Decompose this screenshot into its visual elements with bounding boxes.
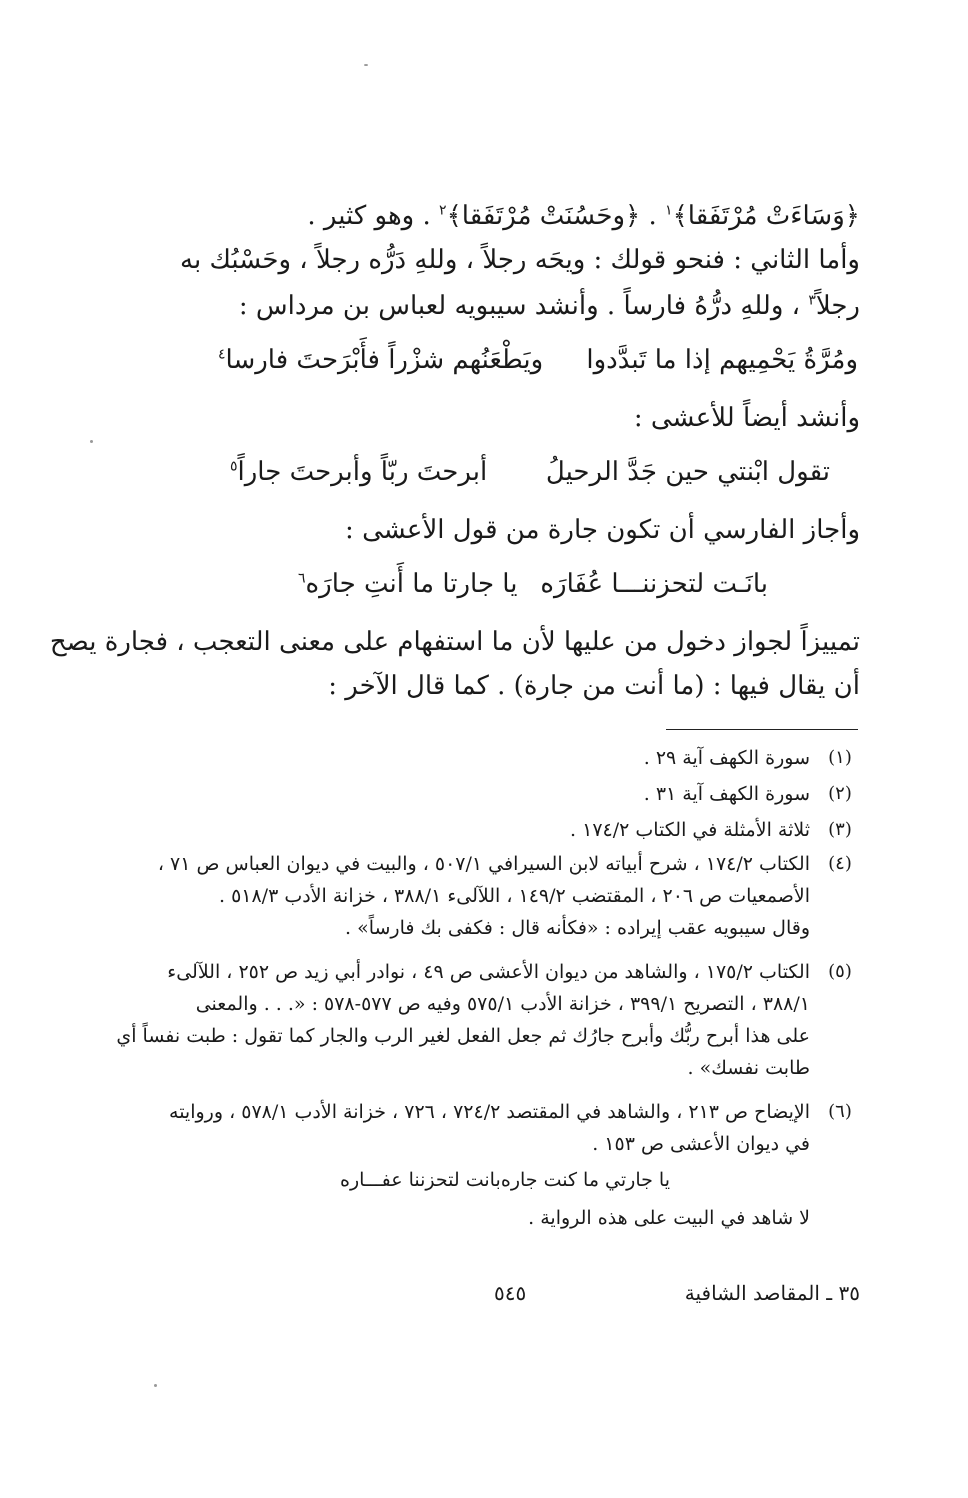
main-text-line-3: [180, 286, 860, 326]
footnote-text: [116, 956, 810, 1084]
verse-1-first-hemistich: ومُرَّةُ يَحْمِيهم إذا ما تَبدَّدوا: [586, 345, 858, 375]
page-number: ٥٤٥: [494, 1281, 527, 1305]
footnote-mark-4: ٤: [218, 346, 226, 363]
footnote-number: (٢): [828, 783, 852, 804]
verse-2-second-hemistich: [230, 452, 487, 492]
footnote-line: ثلاثة الأمثلة في الكتاب ١٧٤/٢ .: [570, 819, 810, 841]
footnote-mark-5: ٥: [230, 458, 238, 475]
footnote-number: (١): [828, 747, 852, 768]
main-text-line-4: وأنشد أيضاً للأعشى :: [633, 403, 860, 433]
footnote-text: [186, 814, 810, 846]
main-text-line-1: [180, 196, 860, 236]
verse-1: [218, 340, 858, 380]
footnote-number: (٤): [828, 853, 852, 874]
verse-3-first-hemistich: بانَـت لتحزننـــا عُفَارَه: [540, 569, 768, 599]
scan-speck: [154, 1384, 157, 1387]
footnote-line: في ديوان الأعشى ص ١٥٣ .: [592, 1133, 810, 1155]
line3-start: رجلاً: [815, 291, 860, 321]
line3-rest: ، وللهِ درُّهُ فارساً . وأنشد سيبويه لعباس بن مرداس :: [238, 291, 801, 321]
footnote-line: وقال سيبويه عقب إيراده : «فكأنه قال : فكفى بك فارساً» .: [345, 917, 810, 939]
quran-phrase-2: ﴿وحَسُنَتْ مُرْتَفَقا﴾: [446, 201, 641, 231]
separator: .: [640, 201, 657, 231]
footnote-text: [186, 742, 810, 774]
footnote-4: [157, 848, 858, 944]
footnote-6: [169, 1096, 858, 1160]
footnote-verse-second: بانت لتحزننا عفـــاره: [340, 1169, 501, 1191]
scan-speck: [90, 440, 93, 443]
verse-2-second-text: أبرحتَ ربّاً وأبرحتَ جاراً: [237, 457, 488, 487]
footnote-line: الكتاب ١٧٤/٢ ، شرح أبياته لابن السيرافي ٥٠٧/١ ، والبيت في ديوان العباس ص ٧١ ،: [157, 853, 810, 875]
footnote-number: (٣): [828, 819, 852, 840]
footnote-5: [116, 956, 858, 1084]
footnote-line: سورة الكهف آية ٢٩ .: [643, 747, 810, 769]
footnote-text: [169, 1096, 810, 1160]
footnote-line: على هذا أبرح ربُّك وأبرح جارُك ثم جعل الفعل لغير الرب والجار كما تقول : طبت نفساً أي: [116, 1025, 810, 1047]
footnote-number: (٥): [828, 961, 852, 982]
main-text-line-7: أن يقال فيها : (ما أنت من جارة) . كما قال الآخر :: [328, 671, 860, 701]
main-text-line-2: وأما الثاني : فنحو قولك : ويحَه رجلاً ، وللهِ دَرُّه رجلاً ، وحَسْبُك به: [180, 245, 860, 275]
footnote-number: (٦): [828, 1101, 852, 1122]
footnote-1: [178, 742, 858, 774]
footnote-mark-3: ٣: [808, 292, 816, 309]
footnote-mark-1: ١: [665, 202, 673, 219]
closing-phrase: . وهو كثير .: [307, 201, 431, 231]
footnote-line: الأصمعيات ص ٢٠٦ ، المقتضب ١٤٩/٢ ، اللآلىء ٣٨٨/١ ، خزانة الأدب ٥١٨/٣ .: [218, 885, 810, 907]
footnote-mark-2: ٢: [439, 202, 447, 219]
footnote-3: [178, 814, 858, 846]
quran-phrase-1: ﴿وَسَاءَتْ مُرْتَفَقا﴾: [672, 201, 860, 231]
verse-3: [298, 564, 768, 604]
verse-3-second-hemistich: [298, 564, 517, 604]
main-text-line-6: تمييزاً لجواز دخول من عليها لأن ما استفهام على معنى التعجب ، فجارة يصح: [49, 627, 860, 657]
verse-1-second-text: ويَطْعَنُهم شزْراً فأَبْرَحتَ فارسا: [225, 345, 544, 375]
footnote-6-verse: [340, 1164, 670, 1196]
scan-speck: [364, 64, 368, 66]
footnote-line: سورة الكهف آية ٣١ .: [643, 783, 810, 805]
running-footer: ٣٥ ـ المقاصد الشافية: [684, 1281, 860, 1305]
verse-2: [230, 452, 830, 492]
footnote-line: طابت نفسك» .: [687, 1057, 810, 1079]
footnote-line: ٣٨٨/١ ، التصريح ٣٩٩/١ ، خزانة الأدب ٥٧٥/١ وفيه ص ٥٧٧-٥٧٨ : «. . . والمعنى: [195, 993, 810, 1015]
footnote-6-closing: لا شاهد في البيت على هذه الرواية .: [528, 1207, 810, 1229]
footnote-text: [157, 848, 810, 944]
footnote-text: [186, 778, 810, 810]
footnote-separator: [666, 729, 858, 730]
verse-2-first-hemistich: تقول ابْنتي حين جَدَّ الرحيلُ: [545, 457, 830, 487]
footnote-mark-6: ٦: [298, 570, 306, 587]
footnote-2: [178, 778, 858, 810]
footnote-verse-first: يا جارتي ما كنت جاره: [500, 1169, 670, 1191]
main-text-line-5: وأجاز الفارسي أن تكون جارة من قول الأعشى :: [345, 515, 860, 545]
verse-3-second-text: يا جارتا ما أَنتِ جارَه: [305, 569, 518, 599]
footnote-line: الكتاب ١٧٥/٢ ، والشاهد من ديوان الأعشى ص ٤٩ ، نوادر أبي زيد ص ٢٥٢ ، اللآلىء: [167, 961, 810, 983]
footnote-line: الإيضاح ص ٢١٣ ، والشاهد في المقتصد ٧٢٤/٢ ، ٧٢٦ ، خزانة الأدب ٥٧٨/١ ، وروايته: [169, 1101, 810, 1123]
verse-1-second-hemistich: [218, 340, 543, 380]
